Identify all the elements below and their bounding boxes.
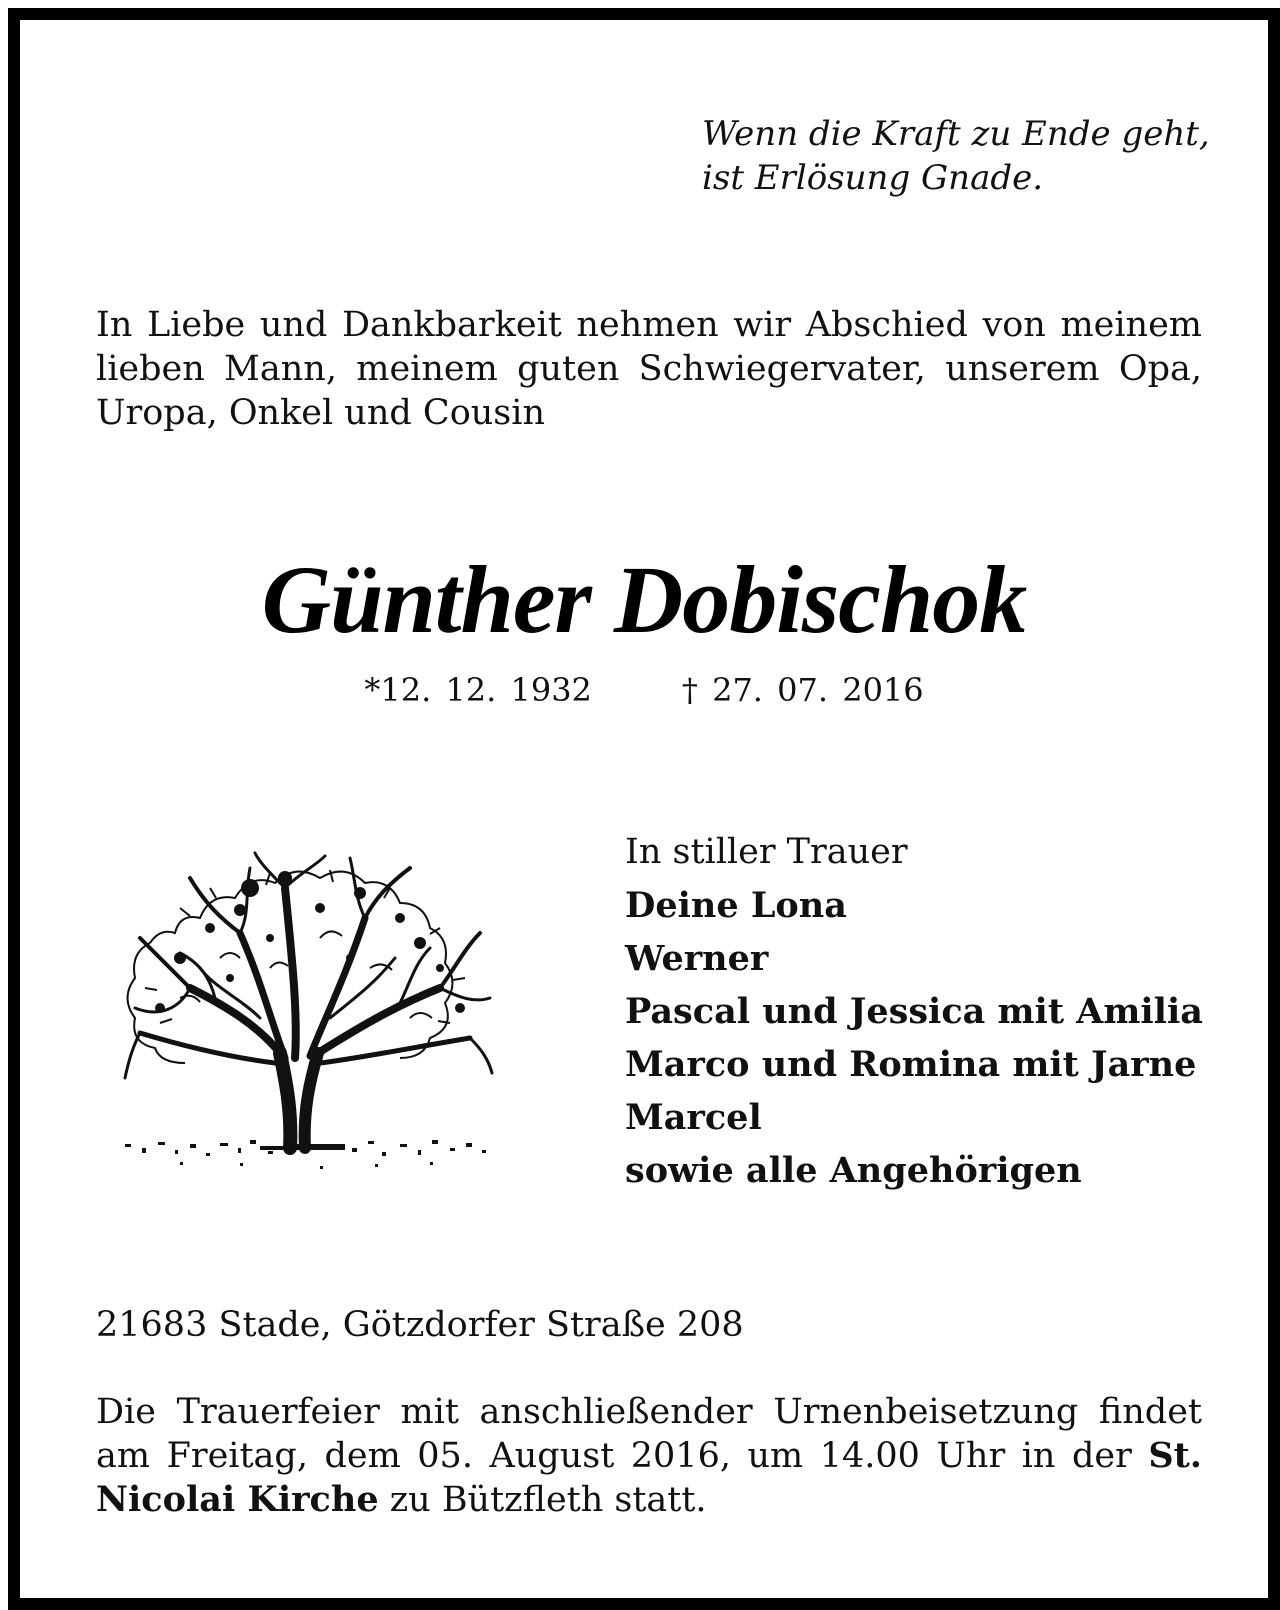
funeral-place: St. Nicolai Kirche (96, 1435, 1202, 1520)
mourner-name: sowie alle Angehörigen (625, 1150, 1082, 1191)
mourner-name: Marco und Romina mit Jarne (625, 1044, 1197, 1085)
mourner-name: Marcel (625, 1097, 762, 1138)
obituary-notice (8, 8, 1280, 1610)
death-date: † 27. 07. 2016 (681, 671, 924, 709)
mourner-name: Werner (625, 938, 769, 979)
mourners-block (625, 826, 1203, 1197)
address: 21683 Stade, Götzdorfer Straße 208 (96, 1305, 744, 1345)
motto (702, 112, 1210, 200)
motto-line-2: ist Erlösung Gnade. (702, 158, 1044, 198)
funeral-text: Die Trauerfeier mit anschließender Urnenbeisetzung findet am Freitag, dem 05. August 2016, um 14.00 Uhr in der (96, 1392, 1202, 1476)
tree-illustration-icon (120, 848, 500, 1178)
motto-line-1: Wenn die Kraft zu Ende geht, (702, 114, 1210, 154)
mourning-lead: In stiller Trauer (625, 832, 908, 872)
life-dates (20, 670, 1268, 710)
funeral-info (96, 1390, 1202, 1522)
mourner-name: Pascal und Jessica mit Amilia (625, 991, 1203, 1032)
mourner-name: Deine Lona (625, 885, 847, 926)
deceased-name: Günther Dobischok (261, 546, 1027, 653)
birth-date: *12. 12. 1932 (364, 671, 592, 709)
funeral-text-end: zu Bützfleth statt. (389, 1480, 707, 1520)
intro-text: In Liebe und Dankbarkeit nehmen wir Abschied von meinem lieben Mann, meinem guten Schwiegervater, unserem Opa, Uropa, Onkel und Cousin (96, 305, 1202, 433)
